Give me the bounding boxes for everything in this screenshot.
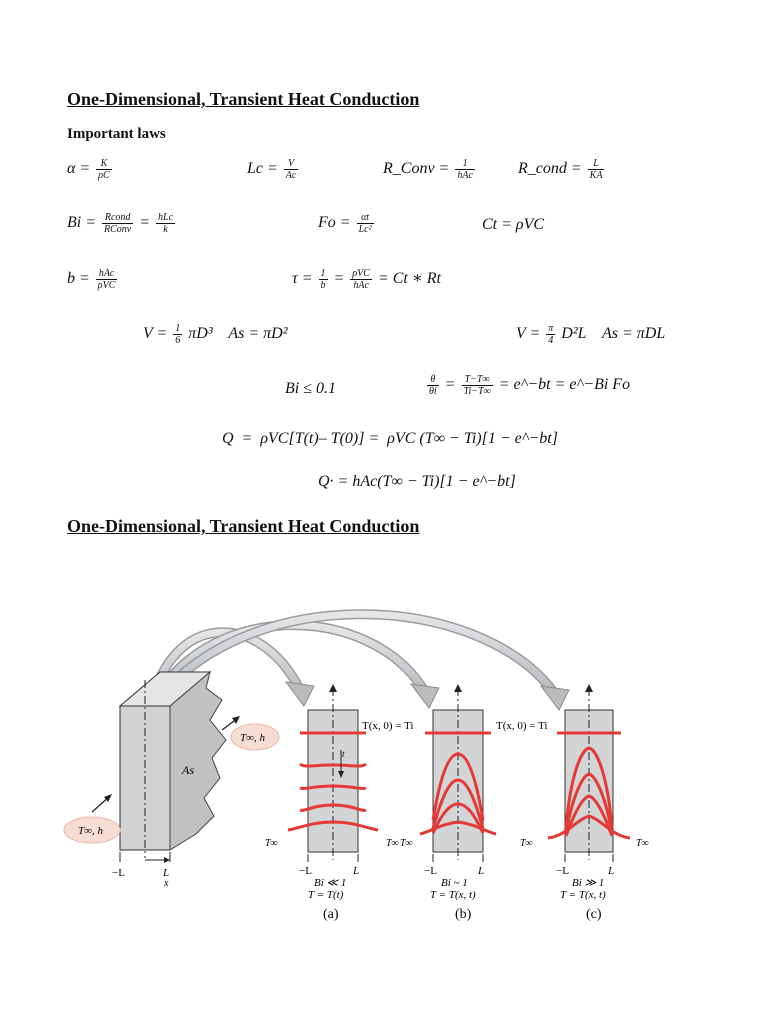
important-laws-heading: Important laws bbox=[67, 126, 166, 142]
biot-number-equation: Bi = $\frac{\text{Rcond}}{\text{RConv}}$ = $\frac{\text{hLc}}{k}$ bbox=[67, 212, 174, 235]
thermal-capacitance-equation: Ct = ρVC bbox=[482, 216, 545, 233]
panel-a-pos-L: L bbox=[353, 865, 360, 877]
characteristic-length-equation: Lc = $\frac{V}{Ac}$ bbox=[247, 158, 297, 181]
page-title: One-Dimensional, Transient Heat Conduction bbox=[67, 89, 420, 109]
panel-c-neg-L: −L bbox=[556, 865, 569, 877]
section-heading: One-Dimensional, Transient Heat Conduction bbox=[67, 516, 420, 536]
tinf-left-c: T∞ bbox=[520, 838, 533, 849]
temperature-ratio-equation: $\frac{\theta}{\theta i}$ = $\frac{T-T\infty}{Ti-T\infty}$ = e^−bt = e^−Bi Fo bbox=[429, 374, 631, 397]
time-arrow-label: t bbox=[342, 749, 345, 759]
panel-c-relation: T = T(x, t) bbox=[560, 889, 606, 901]
initial-condition-label-c: T(x, 0) = Ti bbox=[496, 720, 548, 732]
panel-a bbox=[288, 684, 378, 862]
panel-a-relation: T = T(t) bbox=[308, 889, 344, 901]
panel-c bbox=[548, 684, 630, 862]
sphere-volume-area-equation: V = $\frac{1}{6}$ πD³ As = πD² bbox=[143, 323, 288, 346]
time-constant-equation: τ = $\frac{1}{b}$ = $\frac{\text{ρVC}}{\text{hAc}}$ = Ct ∗ Rt bbox=[292, 268, 441, 291]
total-heat-equation: Q = ρVC[T(t)– T(0)] = ρVC (T∞ − Ti)[1 − e^−bt] bbox=[222, 430, 558, 447]
heat-rate-equation: Q· = hAc(T∞ − Ti)[1 − e^−bt] bbox=[318, 473, 516, 490]
tinf-left-b: T∞ bbox=[400, 838, 413, 849]
panel-b-pos-L: L bbox=[478, 865, 485, 877]
alpha-equation: α = $\frac{K}{\rho C}$ bbox=[67, 158, 110, 181]
panel-c-letter: (c) bbox=[586, 907, 602, 922]
fourier-number-equation: Fo = $\frac{\alpha t}{\text{Lc²}}$ bbox=[318, 212, 372, 235]
biot-condition: Bi ≤ 0.1 bbox=[285, 380, 336, 397]
plane-wall bbox=[120, 672, 226, 863]
panel-c-pos-L: L bbox=[608, 865, 615, 877]
panel-b-biot: Bi ~ 1 bbox=[441, 877, 468, 889]
initial-condition-label-a: T(x, 0) = Ti bbox=[362, 720, 414, 732]
panel-a-letter: (a) bbox=[323, 907, 339, 922]
panel-a-biot: Bi ≪ 1 bbox=[314, 877, 347, 889]
panel-b-relation: T = T(x, t) bbox=[430, 889, 476, 901]
wall-neg-L: −L bbox=[112, 867, 125, 879]
surface-area-label: As bbox=[182, 763, 194, 777]
tinf-right-c: T∞ bbox=[636, 838, 649, 849]
panel-b-neg-L: −L bbox=[424, 865, 437, 877]
panel-a-neg-L: −L bbox=[299, 865, 312, 877]
tinf-right-a: T∞ bbox=[386, 838, 399, 849]
panel-b bbox=[420, 684, 496, 862]
b-constant-equation: b = $\frac{\text{hAc}}{\text{ρVC}}$ bbox=[67, 268, 116, 291]
tinf-left-a: T∞ bbox=[265, 838, 278, 849]
panel-b-letter: (b) bbox=[455, 907, 472, 922]
wall-pos-L: L bbox=[163, 867, 170, 879]
cylinder-volume-area-equation: V = $\frac{\pi}{4}$ D²L As = πDL bbox=[516, 323, 666, 346]
convection-label-right: T∞, h bbox=[240, 732, 265, 744]
transient-conduction-figure bbox=[0, 590, 768, 930]
panel-c-biot: Bi ≫ 1 bbox=[572, 877, 605, 889]
convection-resistance-equation: R_Conv = $\frac{1}{\text{hAc}}$ bbox=[383, 158, 473, 181]
x-axis-label: x bbox=[164, 878, 169, 889]
convection-label-left: T∞, h bbox=[78, 825, 103, 837]
conduction-resistance-equation: R_cond = $\frac{L}{KA}$ bbox=[518, 158, 603, 181]
